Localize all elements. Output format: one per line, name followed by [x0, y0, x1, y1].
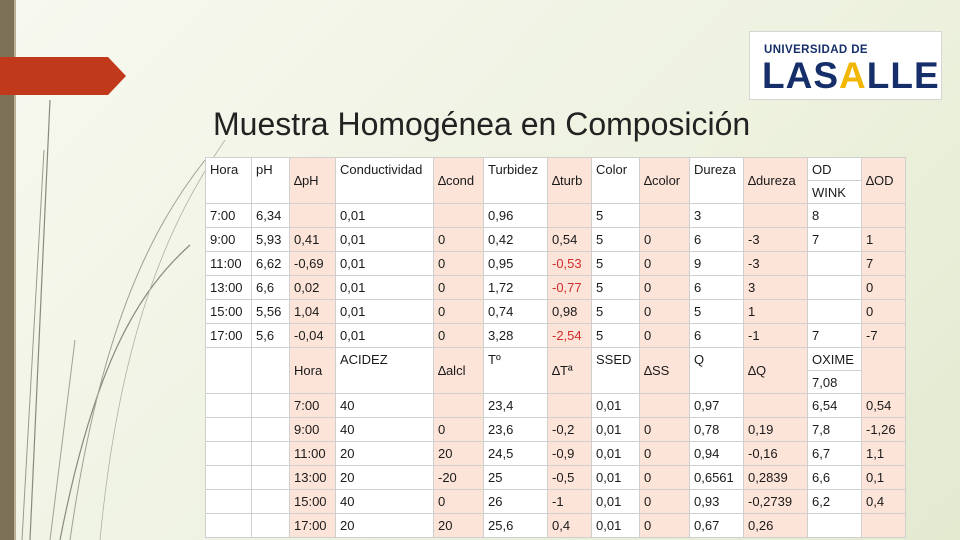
table-cell: 23,4: [484, 394, 548, 418]
table-cell: 0: [434, 418, 484, 442]
table-cell: 0,01: [336, 204, 434, 228]
table-cell: [548, 394, 592, 418]
table-cell: [744, 394, 808, 418]
table-cell: [862, 514, 906, 538]
table-cell: 5: [690, 300, 744, 324]
table-row: [206, 418, 906, 442]
table-cell: [640, 204, 690, 228]
table-row: [206, 442, 906, 466]
table-row: [206, 490, 906, 514]
blank-cell: [252, 490, 290, 514]
table-cell: 0: [640, 418, 690, 442]
table-cell: 0,4: [862, 490, 906, 514]
table-cell: 7,8: [808, 418, 862, 442]
table-cell: 11:00: [290, 442, 336, 466]
table-cell: 20: [434, 442, 484, 466]
table-cell: 5: [592, 300, 640, 324]
table1-header-row: [206, 158, 906, 181]
table-row: [206, 466, 906, 490]
table-cell: 0,98: [548, 300, 592, 324]
header-delta-od: ∆OD: [862, 158, 906, 204]
table-cell: -2,54: [548, 324, 592, 348]
table-cell: 0: [640, 490, 690, 514]
table-cell: [434, 204, 484, 228]
table-cell: -7: [862, 324, 906, 348]
table-cell: 0: [862, 300, 906, 324]
table-cell: 0,74: [484, 300, 548, 324]
table2-header-row: [206, 348, 906, 371]
table-cell: 0,54: [548, 228, 592, 252]
table-cell: 5,93: [252, 228, 290, 252]
table-cell: 6,7: [808, 442, 862, 466]
table-cell: 0,01: [592, 418, 640, 442]
table-cell: 0: [640, 276, 690, 300]
table-cell: 0: [640, 324, 690, 348]
table-row: [206, 252, 906, 276]
table-cell: -0,16: [744, 442, 808, 466]
slide-title: Muestra Homogénea en Composición: [213, 106, 751, 142]
title-arrow-shape: [0, 57, 126, 95]
table-cell: 0,01: [336, 300, 434, 324]
table-cell: -0,77: [548, 276, 592, 300]
header-ph: pH: [252, 158, 290, 204]
blank-cell: [206, 466, 252, 490]
table-row: [206, 514, 906, 538]
blank-cell: [206, 514, 252, 538]
table-cell: 17:00: [206, 324, 252, 348]
table-cell: 3: [690, 204, 744, 228]
table-cell: 0,01: [336, 276, 434, 300]
header-delta-ph: ∆pH: [290, 158, 336, 204]
table-cell: 7: [862, 252, 906, 276]
table-cell: 3,28: [484, 324, 548, 348]
table-cell: -0,53: [548, 252, 592, 276]
table-cell: 0,78: [690, 418, 744, 442]
table-cell: 15:00: [206, 300, 252, 324]
table-cell: -0,2: [548, 418, 592, 442]
table-cell: 0,54: [862, 394, 906, 418]
table-cell: 13:00: [290, 466, 336, 490]
table-cell: [290, 204, 336, 228]
table-row: [206, 228, 906, 252]
table-cell: 1: [862, 228, 906, 252]
table-cell: -0,2739: [744, 490, 808, 514]
header2-q: Q: [690, 348, 744, 394]
table-cell: -1,26: [862, 418, 906, 442]
blank-cell: [206, 394, 252, 418]
table-cell: 20: [336, 466, 434, 490]
table-cell: [862, 204, 906, 228]
header2-temp: Tº: [484, 348, 548, 394]
table-cell: 0,96: [484, 204, 548, 228]
header-delta-dureza: ∆dureza: [744, 158, 808, 204]
header-delta-turb: ∆turb: [548, 158, 592, 204]
table-cell: 0,1: [862, 466, 906, 490]
table-cell: -1: [744, 324, 808, 348]
table-cell: -20: [434, 466, 484, 490]
table-cell: 0,19: [744, 418, 808, 442]
table-cell: 6,6: [808, 466, 862, 490]
table-cell: -0,5: [548, 466, 592, 490]
table-cell: 6,2: [808, 490, 862, 514]
header2-oxime-value: 7,08: [808, 371, 862, 394]
header-wink: WINK: [808, 181, 862, 204]
table-cell: 0: [640, 252, 690, 276]
blank-cell: [862, 348, 906, 394]
table-cell: 0,93: [690, 490, 744, 514]
table-cell: 0: [434, 300, 484, 324]
table-cell: 0,94: [690, 442, 744, 466]
table-cell: 15:00: [290, 490, 336, 514]
table-cell: [434, 394, 484, 418]
table-row: [206, 394, 906, 418]
table-cell: 9:00: [290, 418, 336, 442]
table-cell: 26: [484, 490, 548, 514]
table-cell: 0,41: [290, 228, 336, 252]
table-cell: 6,34: [252, 204, 290, 228]
table-cell: 11:00: [206, 252, 252, 276]
table-cell: 5: [592, 228, 640, 252]
table-cell: 0: [434, 252, 484, 276]
table-row: [206, 204, 906, 228]
table-cell: [548, 204, 592, 228]
table-row: [206, 300, 906, 324]
blank-cell: [206, 442, 252, 466]
header2-delta-ss: ∆SS: [640, 348, 690, 394]
table-cell: 25,6: [484, 514, 548, 538]
table-cell: 0,95: [484, 252, 548, 276]
table-cell: 0: [640, 442, 690, 466]
table-cell: 0,42: [484, 228, 548, 252]
table-cell: 5,6: [252, 324, 290, 348]
table-cell: -1: [548, 490, 592, 514]
table-cell: 1,1: [862, 442, 906, 466]
header-turbidez: Turbidez: [484, 158, 548, 204]
table-cell: 1,04: [290, 300, 336, 324]
table-cell: 5: [592, 252, 640, 276]
table-cell: 20: [434, 514, 484, 538]
table-cell: 8: [808, 204, 862, 228]
table-cell: [744, 204, 808, 228]
table-cell: 5: [592, 204, 640, 228]
table-cell: 5: [592, 324, 640, 348]
blank-cell: [206, 490, 252, 514]
header-conductividad: Conductividad: [336, 158, 434, 204]
table-cell: 5,56: [252, 300, 290, 324]
table-cell: 6,54: [808, 394, 862, 418]
table-cell: 0,6561: [690, 466, 744, 490]
table-cell: 40: [336, 394, 434, 418]
table-cell: 0,97: [690, 394, 744, 418]
header2-hora: Hora: [290, 348, 336, 394]
table-cell: 0,01: [336, 324, 434, 348]
header2-delta-alcl: ∆alcl: [434, 348, 484, 394]
table-cell: 0,01: [592, 394, 640, 418]
header2-oxime: OXIME: [808, 348, 862, 371]
table-cell: [808, 514, 862, 538]
table-cell: 17:00: [290, 514, 336, 538]
table-cell: 0,2839: [744, 466, 808, 490]
table-cell: 0,01: [592, 514, 640, 538]
table-cell: -0,04: [290, 324, 336, 348]
table-cell: 24,5: [484, 442, 548, 466]
header-delta-cond: ∆cond: [434, 158, 484, 204]
table-cell: 0,01: [592, 442, 640, 466]
blank-cell: [252, 348, 290, 394]
table-cell: -3: [744, 252, 808, 276]
table-cell: 0: [862, 276, 906, 300]
blank-cell: [252, 466, 290, 490]
blank-cell: [206, 348, 252, 394]
table-cell: 0: [640, 300, 690, 324]
header-dureza: Dureza: [690, 158, 744, 204]
table-cell: 0: [640, 514, 690, 538]
table-cell: 3: [744, 276, 808, 300]
table-cell: 5: [592, 276, 640, 300]
table-cell: 1: [744, 300, 808, 324]
header-od: OD: [808, 158, 862, 181]
table-cell: 9: [690, 252, 744, 276]
table-cell: 0,67: [690, 514, 744, 538]
table-row: [206, 276, 906, 300]
table-cell: 40: [336, 490, 434, 514]
blank-cell: [252, 514, 290, 538]
table-cell: 6: [690, 324, 744, 348]
table-cell: 0: [434, 228, 484, 252]
table-cell: 6,62: [252, 252, 290, 276]
table-cell: -0,9: [548, 442, 592, 466]
header-hora: Hora: [206, 158, 252, 204]
table-cell: 40: [336, 418, 434, 442]
table-cell: 6: [690, 276, 744, 300]
header2-acidez: ACIDEZ: [336, 348, 434, 394]
table-cell: 20: [336, 514, 434, 538]
table-cell: 7: [808, 228, 862, 252]
header2-ssed: SSED: [592, 348, 640, 394]
table-cell: 0: [640, 466, 690, 490]
table-cell: 7: [808, 324, 862, 348]
table-cell: 0,02: [290, 276, 336, 300]
blank-cell: [252, 418, 290, 442]
table-cell: 0,26: [744, 514, 808, 538]
table-cell: 0,4: [548, 514, 592, 538]
table-cell: 20: [336, 442, 434, 466]
table-cell: 0: [434, 324, 484, 348]
table-cell: 0,01: [336, 252, 434, 276]
data-table: [205, 157, 906, 538]
table-cell: [808, 252, 862, 276]
logo-text-line1: UNIVERSIDAD DE: [764, 44, 869, 56]
table-cell: 6,6: [252, 276, 290, 300]
logo-text-line2: LASALLE: [762, 55, 940, 96]
table-cell: 13:00: [206, 276, 252, 300]
table-cell: [808, 276, 862, 300]
university-logo: [749, 31, 942, 100]
table-row: [206, 324, 906, 348]
blank-cell: [252, 394, 290, 418]
table-cell: 23,6: [484, 418, 548, 442]
table-cell: 0,01: [592, 490, 640, 514]
header2-delta-temp: ∆Tª: [548, 348, 592, 394]
table-cell: -3: [744, 228, 808, 252]
table-cell: 7:00: [290, 394, 336, 418]
table-cell: [640, 394, 690, 418]
table-cell: [808, 300, 862, 324]
table-cell: 0: [640, 228, 690, 252]
table-cell: 6: [690, 228, 744, 252]
table-cell: 1,72: [484, 276, 548, 300]
blank-cell: [252, 442, 290, 466]
table-cell: 0,01: [592, 466, 640, 490]
table-cell: 0,01: [336, 228, 434, 252]
table-cell: 25: [484, 466, 548, 490]
table-cell: 0: [434, 490, 484, 514]
header-color: Color: [592, 158, 640, 204]
table-cell: 0: [434, 276, 484, 300]
table-cell: 9:00: [206, 228, 252, 252]
header-delta-color: ∆color: [640, 158, 690, 204]
table-cell: -0,69: [290, 252, 336, 276]
table-cell: 7:00: [206, 204, 252, 228]
blank-cell: [206, 418, 252, 442]
header2-delta-q: ∆Q: [744, 348, 808, 394]
